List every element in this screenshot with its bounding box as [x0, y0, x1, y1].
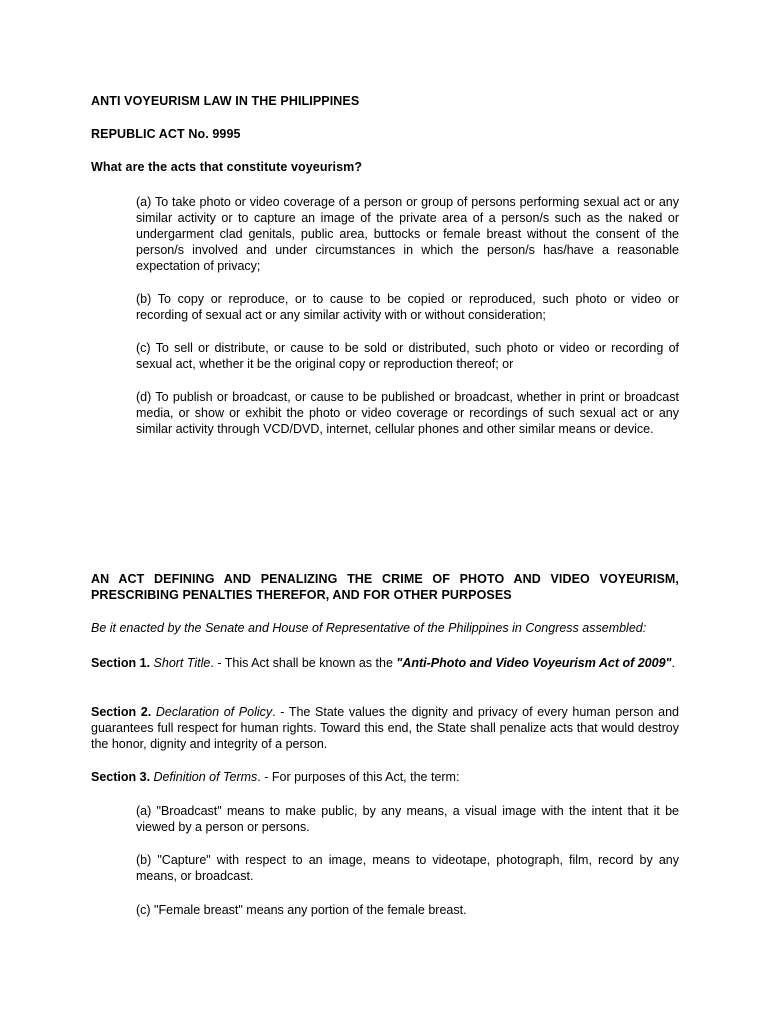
act-item-d: (d) To publish or broadcast, or cause to be published or broadcast, whether in print or broadcast media, or show or exhibit the photo or video coverage or recordings of such sexual act or any similar activity through VCD/DVD, internet, cellular phones and other similar means or device. — [136, 390, 679, 436]
section-1 — [91, 655, 679, 671]
enacting-clause: Be it enacted by the Senate and House of Representative of the Philippines in Congress assembled: — [91, 621, 647, 635]
section-2-text: . - The State values the dignity and privacy of every human person and guarantees full respect for human rights. Toward this end, the State shall penalize acts that would destroy the honor, dignity and integrity of a person. — [91, 705, 679, 751]
act-item-a: (a) To take photo or video coverage of a person or group of persons performing sexual act or any similar activity or to capture an image of the private area of a person/s such as the naked or undergarment clad genitals, public area, buttocks or female breast without the consent of the person/s involved and under circumstances in which the person/s has/have a reasonable expectation of privacy; — [136, 195, 679, 273]
section-3 — [91, 769, 679, 785]
section-2 — [91, 704, 679, 752]
definition-a: (a) "Broadcast" means to make public, by any means, a visual image with the intent that it be viewed by a person or persons. — [136, 804, 679, 834]
section-1-heading: Short Title — [153, 656, 211, 670]
section-2-heading: Declaration of Policy — [155, 705, 273, 719]
section-2-label: Section 2. — [91, 705, 152, 719]
act-number: REPUBLIC ACT No. 9995 — [91, 127, 241, 141]
definition-b: (b) "Capture" with respect to an image, means to videotape, photograph, film, record by any means, or broadcast. — [136, 853, 679, 883]
definition-c: (c) "Female breast" means any portion of the female breast. — [136, 903, 467, 917]
document-page — [91, 0, 679, 1024]
act-item-b: (b) To copy or reproduce, or to cause to be copied or reproduced, such photo or video or recording of sexual act or any similar activity with or without consideration; — [136, 292, 679, 322]
section-3-text: . - For purposes of this Act, the term: — [257, 770, 460, 784]
section-1-short-title: "Anti-Photo and Video Voyeurism Act of 2009" — [396, 656, 672, 670]
section-3-label: Section 3. — [91, 770, 151, 784]
section-1-text: . - This Act shall be known as the — [210, 656, 397, 670]
section-3-heading: Definition of Terms — [153, 770, 258, 784]
document-title: ANTI VOYEURISM LAW IN THE PHILIPPINES — [91, 94, 360, 108]
act-item-c: (c) To sell or distribute, or cause to be sold or distributed, such photo or video or recording of sexual act, whether it be the original copy or reproduction thereof; or — [136, 341, 679, 371]
act-full-title: AN ACT DEFINING AND PENALIZING THE CRIME OF PHOTO AND VIDEO VOYEURISM, PRESCRIBING PENALTIES THEREFOR, AND FOR OTHER PURPOSES — [91, 572, 679, 602]
question-heading: What are the acts that constitute voyeurism? — [91, 160, 363, 174]
section-1-end: . — [671, 656, 675, 670]
section-1-label: Section 1. — [91, 656, 151, 670]
